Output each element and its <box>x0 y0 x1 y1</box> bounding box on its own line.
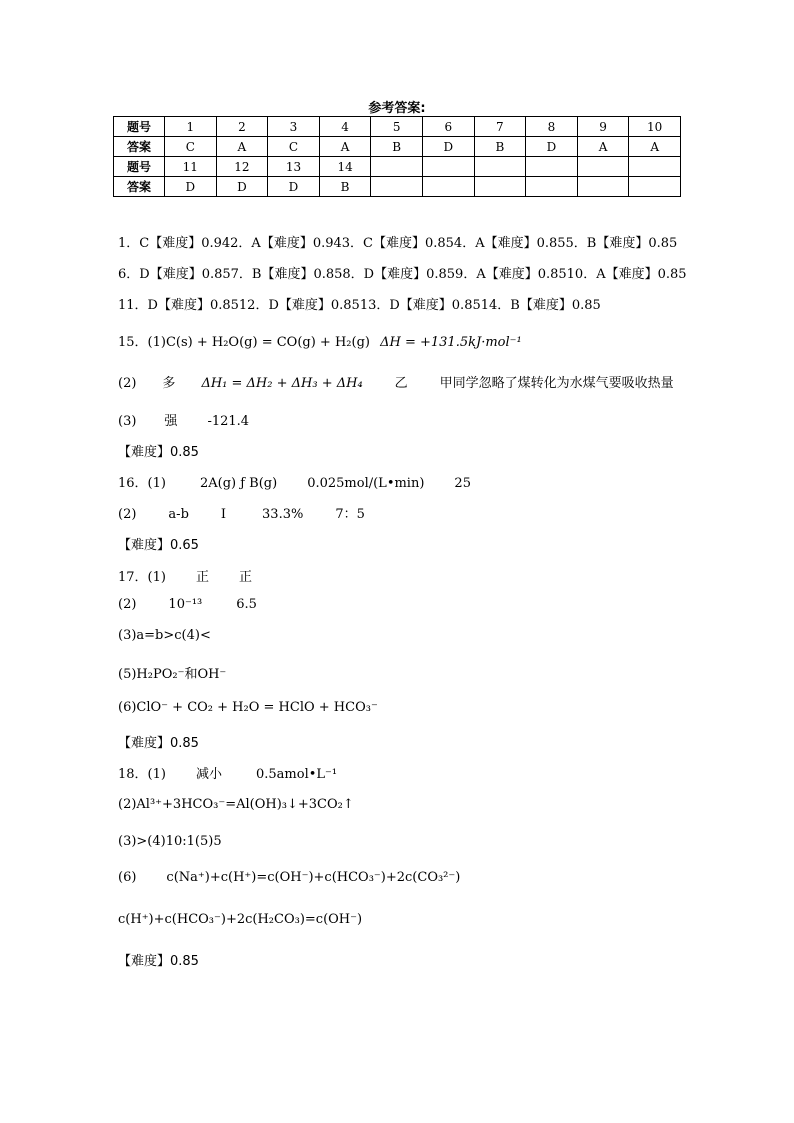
table-cell: 13 <box>268 157 320 177</box>
row-header-question-number: 题号 <box>114 157 165 177</box>
q16-1-answer-b: 0.025mol/(L•min) <box>307 476 425 491</box>
table-cell: D <box>165 177 217 197</box>
table-cell <box>577 157 629 177</box>
table-cell <box>629 157 681 177</box>
answers-11-14: 11．D【难度】0.8512．D【难度】0.8513．D【难度】0.8514．B【难度】0.85 <box>118 298 601 313</box>
table-cell: A <box>577 137 629 157</box>
table-row <box>114 117 681 137</box>
q17-1-answer-b: 正 <box>238 570 252 585</box>
table-cell: 7 <box>474 117 526 137</box>
q16-2-answer-a: a-b <box>168 507 189 522</box>
q16-1-number: 16．(1) <box>118 476 166 491</box>
table-cell <box>371 177 423 197</box>
q16-difficulty: 【难度】0.65 <box>118 538 199 553</box>
table-cell <box>474 157 526 177</box>
q17-part1 <box>118 566 252 585</box>
q15-2-number: (2) <box>118 376 137 391</box>
q18-part2: (2)Al³⁺+3HCO₃⁻=Al(OH)₃↓+3CO₂↑ <box>118 797 354 812</box>
q16-1-answer-c: 25 <box>454 476 471 491</box>
q18-1-answer-a: 减小 <box>195 767 222 782</box>
row-header-question-number: 题号 <box>114 117 165 137</box>
q15-3-answer-a: 强 <box>164 414 178 429</box>
table-cell: 14 <box>319 157 371 177</box>
answers-6-10: 6．D【难度】0.857．B【难度】0.858．D【难度】0.859．A【难度】0.8510．A【难度】0.85 <box>118 267 687 282</box>
q17-part3-4: (3)a=b>c(4)< <box>118 628 211 643</box>
q17-part6: (6)ClO⁻ + CO₂ + H₂O = HClO + HCO₃⁻ <box>118 700 378 715</box>
table-cell <box>577 177 629 197</box>
q17-1-number: 17．(1) <box>118 570 166 585</box>
q15-1-number: 15．(1) <box>118 335 166 350</box>
table-cell: D <box>268 177 320 197</box>
table-cell: 1 <box>165 117 217 137</box>
table-row <box>114 177 681 197</box>
table-cell <box>371 157 423 177</box>
q17-difficulty: 【难度】0.85 <box>118 736 199 751</box>
table-cell: B <box>371 137 423 157</box>
q15-1-enthalpy: ΔH = +131.5kJ·mol⁻¹ <box>380 335 522 350</box>
table-row <box>114 157 681 177</box>
q17-2-number: (2) <box>118 597 137 612</box>
table-cell <box>422 157 474 177</box>
answer-table <box>113 116 681 197</box>
q17-2-answer-b: 6.5 <box>236 597 257 612</box>
q18-1-answer-b: 0.5amol•L⁻¹ <box>255 767 338 782</box>
q16-2-answer-d: 7：5 <box>335 507 365 522</box>
q18-part1 <box>118 763 337 782</box>
table-cell: A <box>319 137 371 157</box>
q18-6-number: (6) <box>118 870 137 885</box>
q15-2-answer-a: 多 <box>162 376 176 391</box>
q15-difficulty: 【难度】0.85 <box>118 445 199 460</box>
q15-part2 <box>118 372 674 391</box>
q18-1-number: 18．(1) <box>118 767 166 782</box>
q18-difficulty: 【难度】0.85 <box>118 954 199 969</box>
table-cell <box>422 177 474 197</box>
table-cell <box>629 177 681 197</box>
q15-part3 <box>118 410 249 429</box>
q15-2-answer-c: 乙 <box>394 376 408 391</box>
q15-2-answer-d: 甲同学忽略了煤转化为水煤气要吸收热量 <box>439 376 674 391</box>
table-cell: 12 <box>216 157 268 177</box>
table-cell: 10 <box>629 117 681 137</box>
table-cell: C <box>268 137 320 157</box>
table-cell: D <box>422 137 474 157</box>
q15-3-answer-b: -121.4 <box>207 414 250 429</box>
table-cell: B <box>319 177 371 197</box>
table-cell: 8 <box>526 117 578 137</box>
table-cell <box>526 177 578 197</box>
row-header-answer: 答案 <box>114 177 165 197</box>
table-cell: 5 <box>371 117 423 137</box>
q17-part2 <box>118 597 257 612</box>
table-cell: 11 <box>165 157 217 177</box>
q16-1-answer-a: 2A(g) ƒ B(g) <box>199 476 278 491</box>
table-cell: C <box>165 137 217 157</box>
q18-part6 <box>118 870 460 885</box>
answers-1-5: 1．C【难度】0.942．A【难度】0.943．C【难度】0.854．A【难度】0.855．B【难度】0.85 <box>118 236 678 251</box>
q17-1-answer-a: 正 <box>195 570 209 585</box>
q15-part1 <box>118 331 522 350</box>
table-cell <box>474 177 526 197</box>
q15-1-equation: C(s) + H₂O(g) = CO(g) + H₂(g) <box>165 335 370 350</box>
q18-part3-5: (3)>(4)10:1(5)5 <box>118 834 222 849</box>
table-cell: 4 <box>319 117 371 137</box>
q16-part2 <box>118 503 365 522</box>
table-cell: D <box>526 137 578 157</box>
table-row <box>114 137 681 157</box>
table-cell: 2 <box>216 117 268 137</box>
q17-part5: (5)H₂PO₂⁻和OH⁻ <box>118 667 227 682</box>
row-header-answer: 答案 <box>114 137 165 157</box>
table-cell: 3 <box>268 117 320 137</box>
table-cell: D <box>216 177 268 197</box>
q15-3-number: (3) <box>118 414 137 429</box>
q17-2-answer-a: 10⁻¹³ <box>168 597 203 612</box>
q15-2-answer-b: ΔH₁ = ΔH₂ + ΔH₃ + ΔH₄ <box>201 376 363 391</box>
q16-2-number: (2) <box>118 507 137 522</box>
table-cell: A <box>629 137 681 157</box>
q18-part6-proton-balance: c(H⁺)+c(HCO₃⁻)+2c(H₂CO₃)=c(OH⁻) <box>118 912 363 927</box>
q18-6-charge-balance: c(Na⁺)+c(H⁺)=c(OH⁻)+c(HCO₃⁻)+2c(CO₃²⁻) <box>166 870 461 885</box>
q16-2-answer-b: I <box>220 507 227 522</box>
page-title: 参考答案: <box>368 101 426 116</box>
q16-2-answer-c: 33.3% <box>262 507 304 522</box>
q16-part1 <box>118 472 471 491</box>
table-cell: 9 <box>577 117 629 137</box>
table-cell: A <box>216 137 268 157</box>
table-cell: B <box>474 137 526 157</box>
table-cell: 6 <box>422 117 474 137</box>
table-cell <box>526 157 578 177</box>
